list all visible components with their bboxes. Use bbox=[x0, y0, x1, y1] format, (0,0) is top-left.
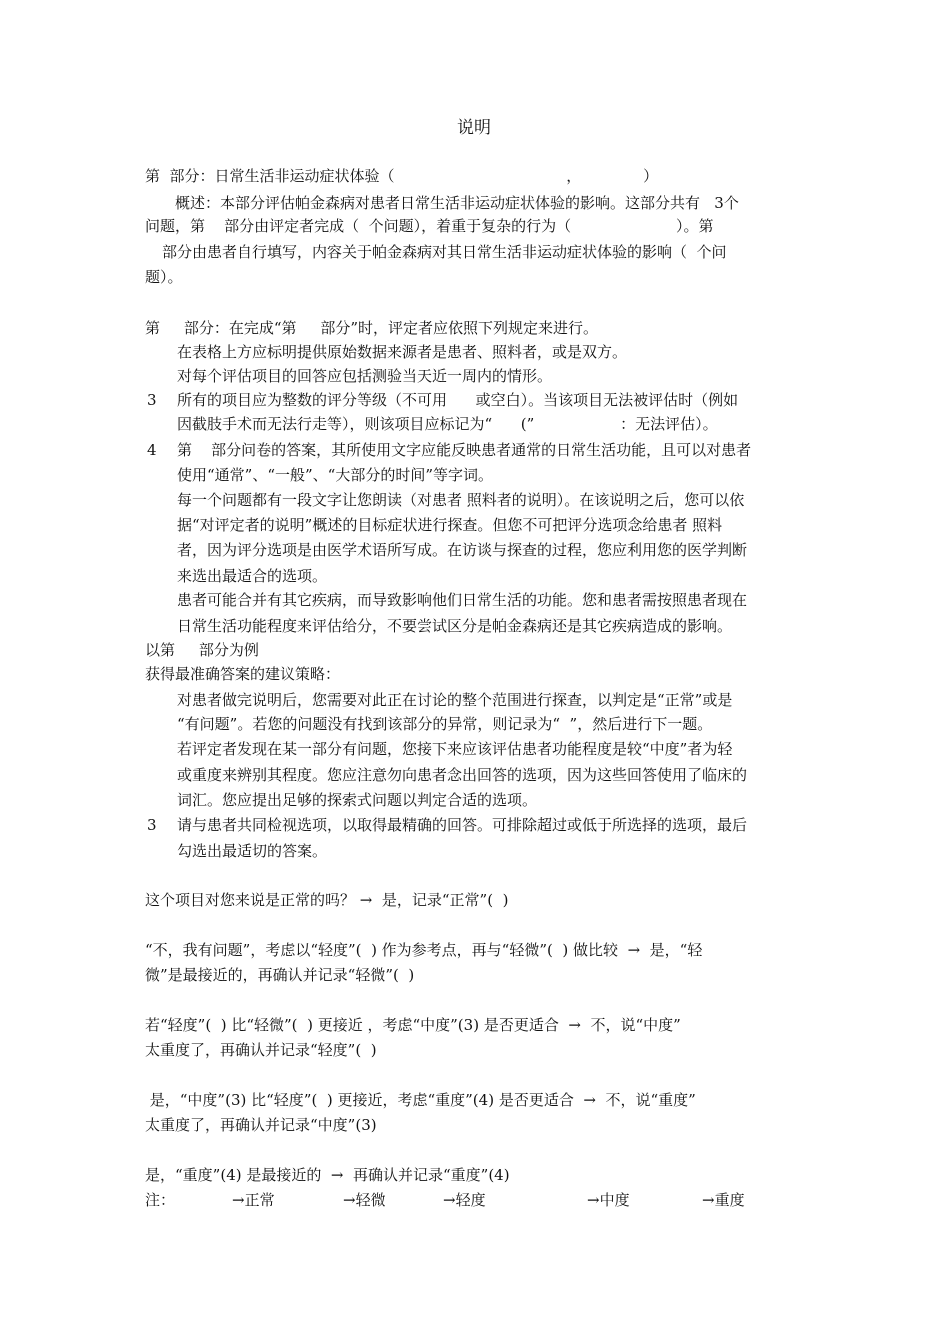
flow-step: 若“轻度”( ) 比“轻微”( ) 更接近 ，考虑“中度”(3) 是否更适合 → 不，说“中度” bbox=[145, 1016, 681, 1034]
note-moderate: →中度 bbox=[587, 1191, 630, 1209]
note-mild: →轻度 bbox=[443, 1191, 486, 1209]
rule-3-line: 因截肢手术而无法行走等），则该项目应标记为“ (” ：无法评估）。 bbox=[177, 415, 718, 433]
part1-overview-line: 问题，第 部分由评定者完成（ 个问题），着重于复杂的行为（ ）。第 bbox=[145, 217, 714, 235]
note-label: 注： bbox=[145, 1191, 176, 1209]
strategy-3-line: 勾选出最适切的答案。 bbox=[177, 842, 328, 860]
flow-step: 太重度了，再确认并记录“轻度”( ) bbox=[145, 1041, 377, 1059]
rule-3-line: 所有的项目应为整数的评分等级（不可用 或空白）。当该项目无法被评估时（例如 bbox=[177, 391, 739, 409]
note-normal: →正常 bbox=[232, 1191, 275, 1209]
rule-6-line: 日常生活功能程度来评估给分，不要尝试区分是帕金森病还是其它疾病造成的影响。 bbox=[177, 617, 733, 635]
rule-5-line: 来选出最适合的选项。 bbox=[177, 567, 328, 585]
part1-overview-line: 部分由患者自行填写，内容关于帕金森病对其日常生活非运动症状体验的影响（ 个问 bbox=[162, 243, 727, 261]
strategy-1-line: “有问题”。若您的问题没有找到该部分的异常，则记录为“ ”，然后进行下一题。 bbox=[177, 715, 713, 733]
strategy-3-number: 3 bbox=[147, 816, 157, 834]
note-severe: →重度 bbox=[702, 1191, 745, 1209]
flow-step: 这个项目对您来说是正常的吗？ → 是，记录“正常”( ) bbox=[145, 891, 509, 909]
part1-overview-line: 题）。 bbox=[145, 268, 183, 286]
flow-step: 微”是最接近的，再确认并记录“轻微”( ) bbox=[145, 966, 415, 984]
example-heading: 以第 部分为例 bbox=[145, 641, 259, 659]
strategy-2-line: 词汇。您应提出足够的探索式问题以判定合适的选项。 bbox=[177, 791, 538, 809]
part2-heading: 第 部分：在完成“第 部分”时，评定者应依照下列规定来进行。 bbox=[145, 319, 599, 337]
rule-5-line: 据“对评定者的说明”概述的目标症状进行探查。但您不可把评分选项念给患者 照料 bbox=[177, 516, 723, 534]
flow-step: 太重度了，再确认并记录“中度”(3) bbox=[145, 1116, 377, 1134]
strategy-2-line: 或重度来辨别其程度。您应注意勿向患者念出回答的选项，因为这些回答使用了临床的 bbox=[177, 766, 748, 784]
flow-step: “不，我有问题”，考虑以“轻度”( ) 作为参考点，再与“轻微”( ) 做比较 → 是，“轻 bbox=[145, 941, 703, 959]
flow-step: 是，“重度”(4) 是最接近的 → 再确认并记录“重度”(4) bbox=[145, 1166, 510, 1184]
rule-4-line: 使用“通常”、“一般”、“大部分的时间”等字词。 bbox=[177, 466, 494, 484]
rule-4-number: 4 bbox=[147, 441, 157, 459]
part1-heading: 第 部分：日常生活非运动症状体验（ ， ） bbox=[145, 167, 659, 185]
rule-5-line: 者，因为评分选项是由医学术语所写成。在访谈与探查的过程，您应利用您的医学判断 bbox=[177, 541, 748, 559]
part1-overview-line: 概述：本部分评估帕金森病对患者日常生活非运动症状体验的影响。这部分共有 3个 bbox=[175, 194, 739, 212]
flow-step: 是，“中度”(3) 比“轻度”( ) 更接近，考虑“重度”(4) 是否更适合 → 不，说“重度” bbox=[145, 1091, 696, 1109]
rule-2: 对每个评估项目的回答应包括测验当天近一周内的情形。 bbox=[177, 367, 553, 385]
rule-5-line: 每一个问题都有一段文字让您朗读（对患者 照料者的说明）。在该说明之后，您可以依 bbox=[177, 491, 745, 509]
page-title: 说明 bbox=[457, 118, 491, 138]
strategy-3-line: 请与患者共同检视选项，以取得最精确的回答。可排除超过或低于所选择的选项，最后 bbox=[177, 816, 748, 834]
rule-6-line: 患者可能合并有其它疾病，而导致影响他们日常生活的功能。您和患者需按照患者现在 bbox=[177, 591, 748, 609]
rule-3-number: 3 bbox=[147, 391, 157, 409]
strategy-heading: 获得最准确答案的建议策略： bbox=[145, 665, 341, 683]
strategy-1-line: 对患者做完说明后，您需要对此正在讨论的整个范围进行探查，以判定是“正常”或是 bbox=[177, 691, 733, 709]
note-slight: →轻微 bbox=[343, 1191, 386, 1209]
rule-1: 在表格上方应标明提供原始数据来源者是患者、照料者，或是双方。 bbox=[177, 343, 628, 361]
rule-4-line: 第 部分问卷的答案，其所使用文字应能反映患者通常的日常生活功能，且可以对患者 bbox=[177, 441, 752, 459]
strategy-2-line: 若评定者发现在某一部分有问题，您接下来应该评估患者功能程度是较“中度”者为轻 bbox=[177, 740, 733, 758]
